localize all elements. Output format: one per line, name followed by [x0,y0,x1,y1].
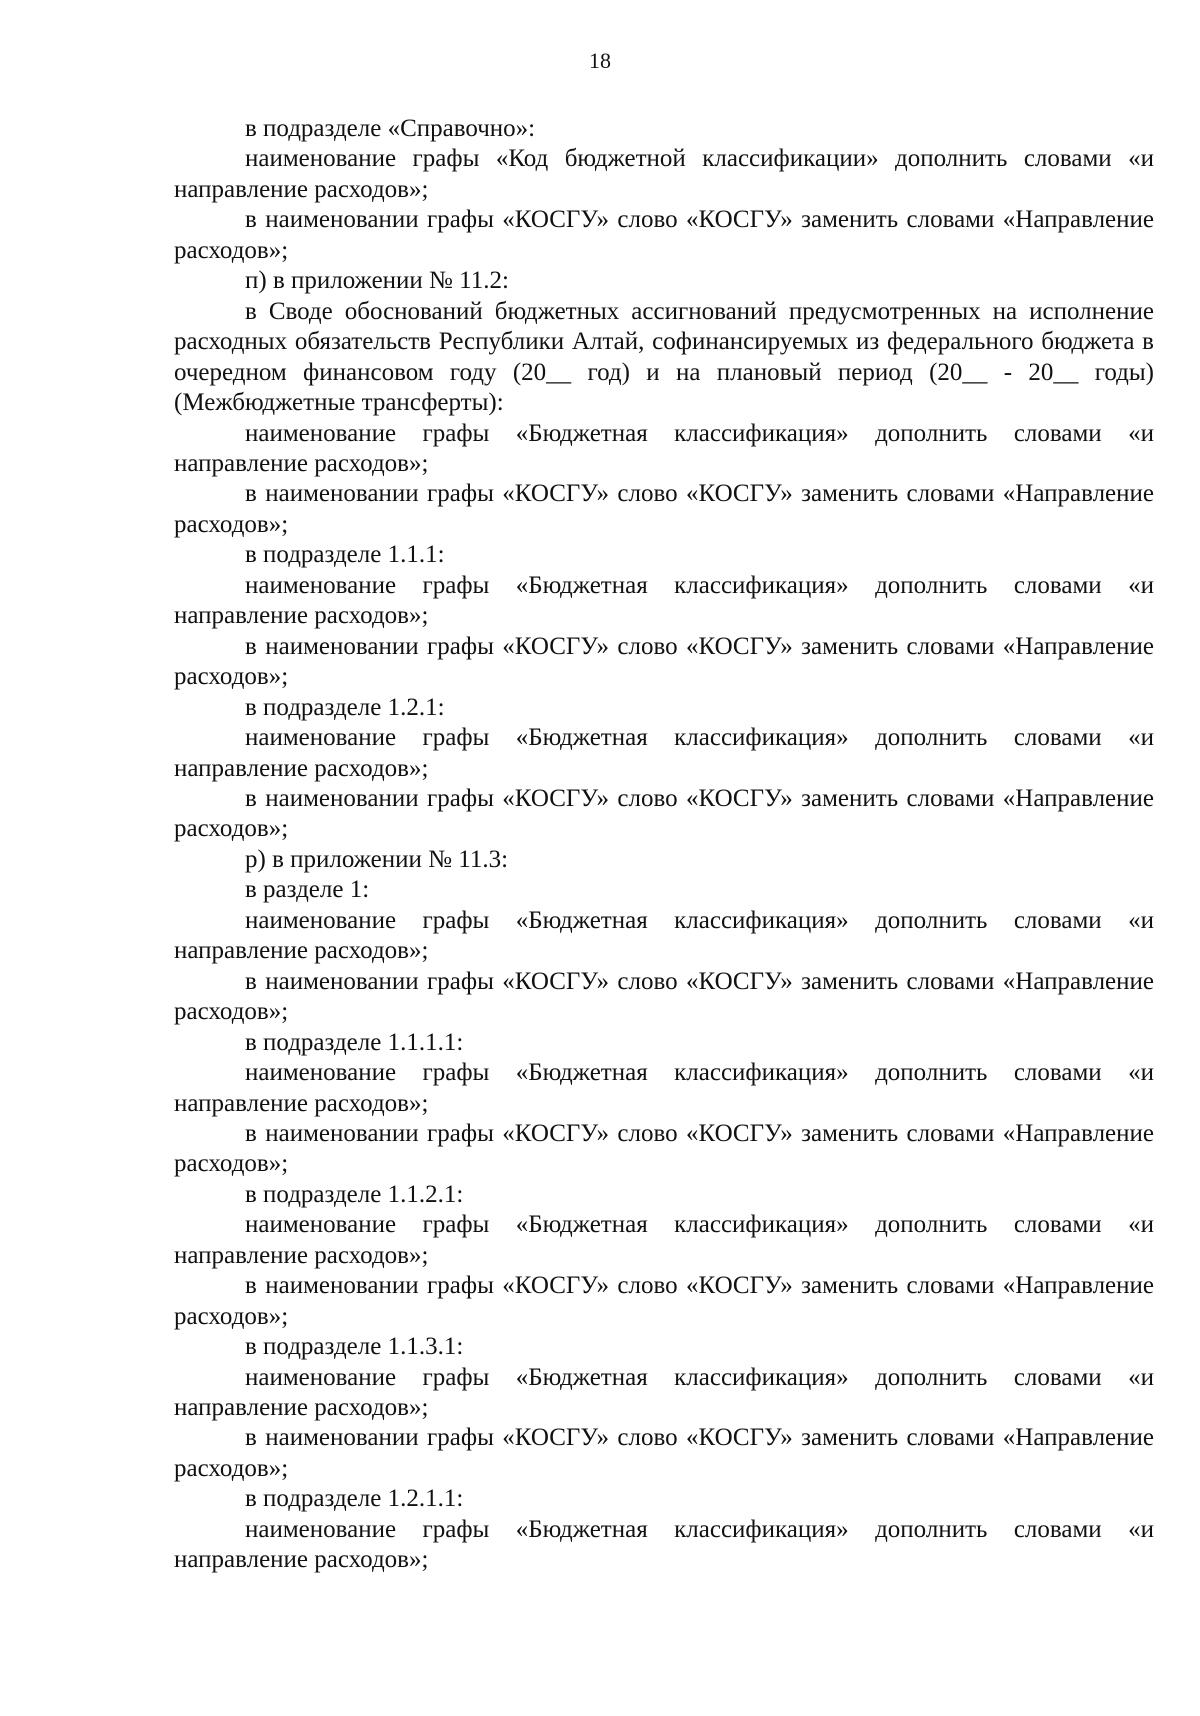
paragraph: в Своде обоснований бюджетных ассигнований предусмотренных на исполнение расходных обязательств Республики Алтай, софинансируемых из федерального бюджета в очередном финансовом году (20__ год) и на плановый период (20__ - 20__ годы) (Межбюджетные трансферты): [174,297,1154,417]
paragraph: в подразделе 1.1.3.1: [245,1333,464,1361]
paragraph: наименование графы «Бюджетная классификация» дополнить словами «и направление расходов»; [174,419,1154,477]
paragraph: р) в приложении № 11.3: [245,845,509,873]
paragraph: в наименовании графы «КОСГУ» слово «КОСГУ» заменить словами «Направление расходов»; [174,480,1154,538]
paragraph: п) в приложении № 11.2: [245,267,509,295]
document-body [174,114,1154,1576]
paragraph: в подразделе 1.2.1.1: [245,1485,464,1513]
paragraph: в наименовании графы «КОСГУ» слово «КОСГУ» заменить словами «Направление расходов»; [174,632,1154,691]
page-number: 18 [589,48,611,73]
paragraph: в подразделе 1.1.1: [245,541,445,569]
paragraph: наименование графы «Бюджетная классификация» дополнить словами «и направление расходов»; [174,724,1154,782]
paragraph: наименование графы «Бюджетная классификация» дополнить словами «и направление расходов»; [174,1515,1154,1574]
paragraph: наименование графы «Бюджетная классификация» дополнить словами «и направление расходов»; [174,906,1154,965]
paragraph: в наименовании графы «КОСГУ» слово «КОСГУ» заменить словами «Направление расходов»; [174,784,1154,843]
paragraph: в наименовании графы «КОСГУ» слово «КОСГУ» заменить словами «Направление расходов»; [174,206,1154,264]
paragraph: наименование графы «Бюджетная классификация» дополнить словами «и направление расходов»; [174,571,1154,630]
paragraph: в подразделе «Справочно»: [245,115,536,142]
paragraph: в подразделе 1.1.1.1: [245,1028,464,1056]
paragraph: в наименовании графы «КОСГУ» слово «КОСГУ» заменить словами «Направление расходов»; [174,1272,1154,1330]
paragraph: в наименовании графы «КОСГУ» слово «КОСГУ» заменить словами «Направление расходов»; [174,967,1154,1026]
paragraph: в подразделе 1.1.2.1: [245,1180,464,1208]
paragraph: наименование графы «Бюджетная классификация» дополнить словами «и направление расходов»; [174,1211,1154,1269]
paragraph: в наименовании графы «КОСГУ» слово «КОСГУ» заменить словами «Направление расходов»; [174,1119,1154,1178]
paragraph: в наименовании графы «КОСГУ» слово «КОСГУ» заменить словами «Направление расходов»; [174,1424,1154,1482]
paragraph: в разделе 1: [245,876,370,904]
paragraph: наименование графы «Бюджетная классификация» дополнить словами «и направление расходов»; [174,1059,1154,1117]
paragraph: в подразделе 1.2.1: [245,693,445,721]
paragraph: наименование графы «Бюджетная классификация» дополнить словами «и направление расходов»; [174,1363,1154,1422]
paragraph: наименование графы «Код бюджетной классификации» дополнить словами «и направление расходов»; [174,145,1154,203]
